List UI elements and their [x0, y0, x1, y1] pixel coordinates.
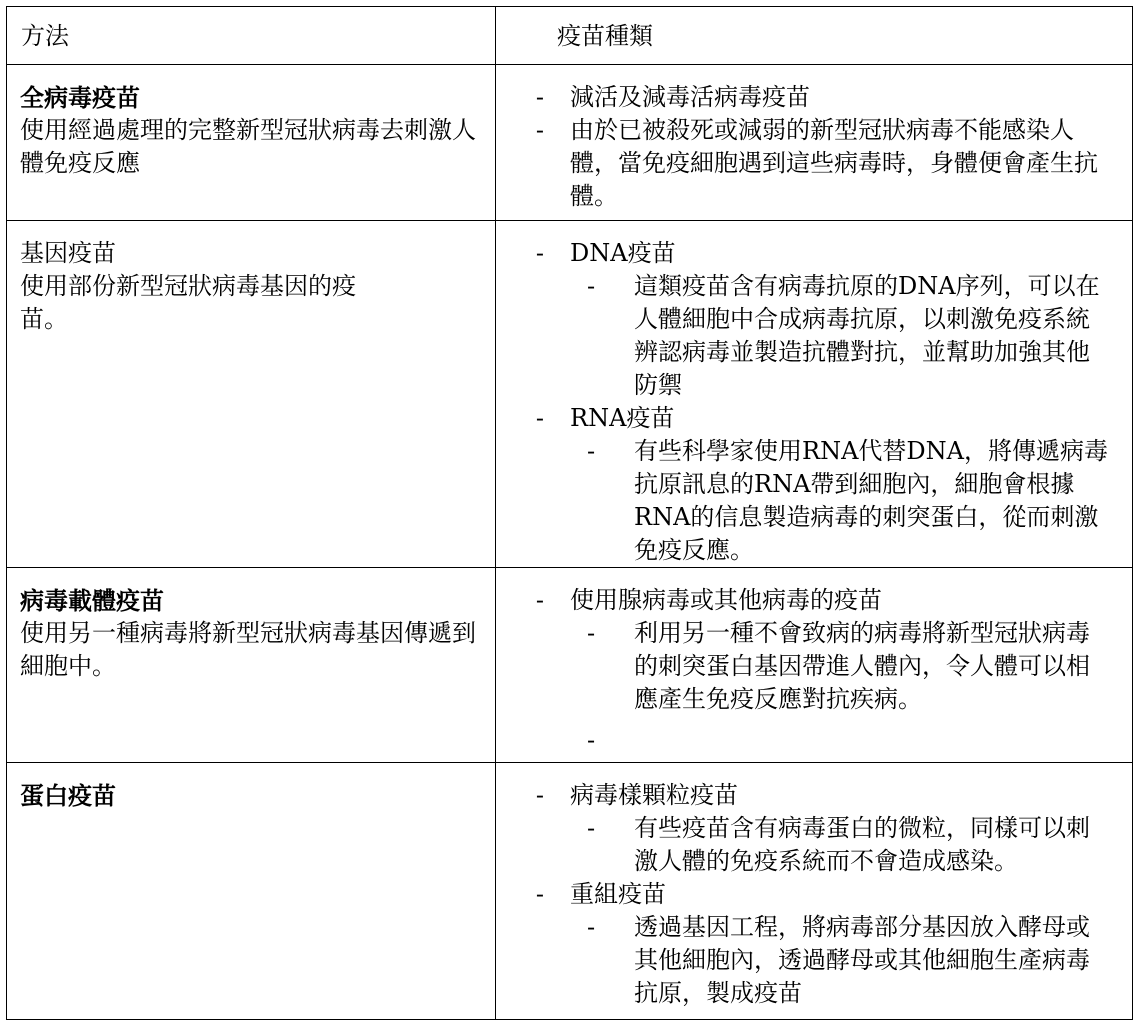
list-item	[496, 237, 1112, 270]
sub-item	[496, 435, 1112, 567]
sub-bullet-dash: -	[586, 619, 596, 647]
table-row	[7, 221, 1133, 568]
method-title: 病毒載體疫苗	[20, 586, 164, 615]
vaccine-table	[6, 6, 1133, 1020]
method-desc: 使用另一種病毒將新型冠狀病毒基因傳遞到細胞中。	[20, 619, 476, 680]
header-method: 方法	[7, 7, 496, 65]
bullet-dash: -	[535, 404, 544, 432]
method-title: 基因疫苗	[20, 239, 116, 267]
table-row	[7, 568, 1133, 763]
sub-item	[496, 812, 1112, 878]
method-desc: 使用部份新型冠狀病毒基因的疫苗。	[20, 272, 356, 333]
item-text: DNA疫苗	[570, 239, 676, 267]
vaccine-type-cell	[496, 221, 1133, 568]
sub-item-text: 有些疫苗含有病毒蛋白的微粒，同樣可以刺激人體的免疫系統而不會造成感染。	[634, 814, 1090, 875]
vaccine-type-cell	[496, 65, 1133, 221]
list-item	[496, 878, 1112, 911]
method-title: 蛋白疫苗	[20, 781, 116, 810]
list-item	[496, 779, 1112, 812]
method-cell	[7, 65, 496, 221]
sub-bullet-dash: -	[586, 272, 596, 300]
item-text: RNA疫苗	[570, 404, 675, 432]
item-text: 由於已被殺死或減弱的新型冠狀病毒不能感染人體，當免疫細胞遇到這些病毒時，身體便會產生抗體。	[570, 116, 1098, 210]
bullet-dash: -	[535, 781, 544, 809]
list-item	[496, 81, 1112, 114]
header-vaccine-type: 疫苗種類	[496, 7, 1133, 65]
item-text: 重組疫苗	[570, 880, 666, 908]
empty-sub-item	[496, 724, 1112, 757]
method-cell	[7, 221, 496, 568]
method-title: 全病毒疫苗	[20, 83, 140, 112]
method-cell	[7, 763, 496, 1020]
sub-bullet-dash: -	[586, 913, 596, 941]
sub-item	[496, 270, 1112, 402]
item-text: 減活及減毒活病毒疫苗	[570, 83, 810, 111]
table-row	[7, 65, 1133, 221]
sub-bullet-dash: -	[586, 437, 596, 465]
bullet-dash: -	[535, 116, 544, 144]
bullet-dash: -	[535, 880, 544, 908]
vaccine-type-cell	[496, 568, 1133, 763]
sub-item-text: 有些科學家使用RNA代替DNA，將傳遞病毒抗原訊息的RNA帶到細胞內，細胞會根據RNA的信息製造病毒的刺突蛋白，從而刺激免疫反應。	[634, 437, 1108, 564]
sub-bullet-dash: -	[586, 814, 596, 842]
sub-item-text: 利用另一種不會致病的病毒將新型冠狀病毒的刺突蛋白基因帶進人體內，令人體可以相應產生免疫反應對抗疾病。	[634, 619, 1090, 713]
bullet-dash: -	[535, 83, 544, 111]
bullet-dash: -	[535, 586, 544, 614]
sub-item	[496, 911, 1112, 1010]
table-row	[7, 763, 1133, 1020]
sub-item-text: 這類疫苗含有病毒抗原的DNA序列，可以在人體細胞中合成病毒抗原，以刺激免疫系統辨認病毒並製造抗體對抗，並幫助加強其他防禦	[634, 272, 1100, 399]
list-item	[496, 114, 1112, 213]
list-item	[496, 402, 1112, 435]
method-desc: 使用經過處理的完整新型冠狀病毒去刺激人體免疫反應	[20, 116, 476, 177]
sub-item	[496, 617, 1112, 716]
list-item	[496, 584, 1112, 617]
vaccine-type-cell	[496, 763, 1133, 1020]
item-text: 病毒樣顆粒疫苗	[570, 781, 738, 809]
header-row	[7, 7, 1133, 65]
method-cell	[7, 568, 496, 763]
sub-bullet-dash: -	[586, 726, 596, 754]
sub-item-text: 透過基因工程，將病毒部分基因放入酵母或其他細胞內，透過酵母或其他細胞生產病毒抗原，製成疫苗	[634, 913, 1090, 1007]
bullet-dash: -	[535, 239, 544, 267]
item-text: 使用腺病毒或其他病毒的疫苗	[570, 586, 882, 614]
